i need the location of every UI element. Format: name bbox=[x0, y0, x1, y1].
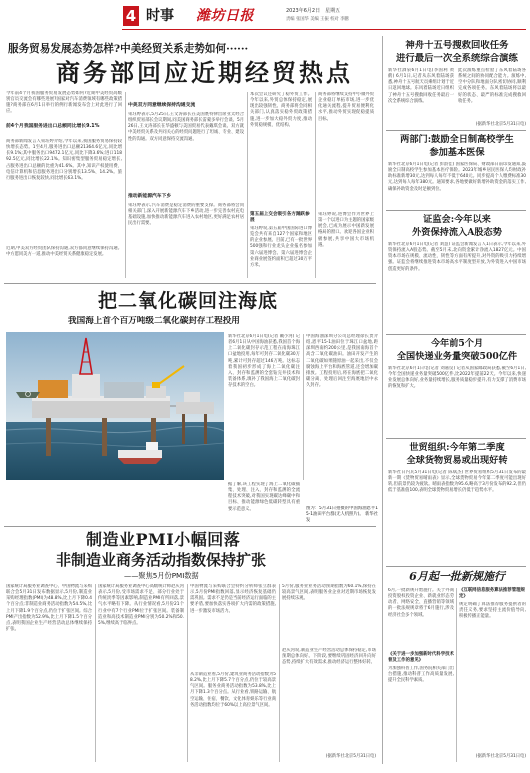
lead-headline: 商务部回应近期经贸热点 bbox=[56, 58, 353, 87]
lead-p3: 束珏婷表示,5月25日,王文涛部长在美国底特律出席亚太经合组织贸易部长会议期间,同美国商务部长雷蒙多举行会谈。5月26日,王文涛部长在华盛顿与美国贸易代表戴琪会谈。双方就中美经贸关系及共同关心的经贸问题进行了坦诚、专业、建设性的沟通。双方同意保持交流沟通。 bbox=[128, 112, 244, 142]
liangbu-headline-2: 参加基本医保 bbox=[429, 147, 485, 158]
rail-rule-4 bbox=[386, 438, 526, 439]
lead-col-rule-3 bbox=[315, 92, 316, 278]
liuyi-headline: 6月起一批新规施行 bbox=[409, 570, 505, 583]
liuyi-footer: (据新华社北京5月31日电) bbox=[475, 754, 526, 759]
right-rail-rule bbox=[382, 36, 383, 764]
lead-sub4: 第五届上交会吸引各方踊跃参展 bbox=[250, 212, 310, 224]
shisiwu-footer: (据新华社北京5月31日电) bbox=[475, 122, 526, 127]
shisiwu-headline-1: 神舟十五号搜救回收任务 bbox=[405, 40, 509, 51]
kuaidi-headline-2: 全国快递业务量突破500亿件 bbox=[396, 351, 518, 362]
co2-body2: 中国海油深圳分公司总经理徐长贵介绍,恩平15-1油田位于珠江口盆地,距深圳西南约200公里,是我国南海首个高含二氧化碳油田。油田开发产生的二氧化碳如果随原油一起采出,不仅会腐蚀海上平台和海底管道,还会增加碳排放。工程投用后,将在海底把二氧化碳分离、处理后回注至海底地层中永久封存。 bbox=[306, 334, 378, 389]
co2-headline: 把二氧化碳回注海底 bbox=[98, 290, 279, 312]
lead-bottom-rule bbox=[4, 283, 376, 284]
co2-body3: 据了解,该工程实现了海上二氧化碳捕集、处理、注入、封存和监测的全流程技术突破,对我国实现碳达峰碳中和目标、推动能源绿色低碳转型具有重要示范意义。 bbox=[228, 482, 300, 512]
lead-col-rule-1 bbox=[125, 92, 126, 278]
shimao-headline-1: 世贸组织:今年第二季度 bbox=[409, 442, 505, 453]
page-number: 4 bbox=[125, 7, 137, 25]
lead-p6: 商务部将继续支持中小微外贸企业稳订单拓市场,进一步优化通关流程,提升贸易便利化水平,推动外贸实现促稳提质目标。 bbox=[318, 92, 374, 122]
pmi-subhead: ——聚焦5月份PMI数据 bbox=[124, 571, 199, 580]
kuaidi-body: 新华社北京6月1日电(记者 刘嘉仪) 记者从国家邮政局获悉,截至6月1日,今年全国快递业务量突破500亿件,比2022年提前22天。今年以来,快递业发展总体向好,业务量持续增长,服务质量稳步提升,有力支撑了消费市场的恢复和扩大。 bbox=[388, 366, 526, 390]
lead-col-rule-2 bbox=[247, 92, 248, 278]
lead-sub2: 中美双方同意继续保持沟通交流 bbox=[128, 103, 196, 108]
lead-p4: 束珏婷表示,汽车消费是稳定消费的重要支撑。商务部将会同相关部门,深入开展新能源汽车下乡活动,进一步完善农村充电基础设施,加快推动新能源汽车进入农村地区,更好满足农村居民出行需要。 bbox=[128, 203, 244, 227]
editor-credits: 责编 张国华 美编 王振 校对 李鹏 bbox=[286, 17, 349, 22]
rail-rule-1 bbox=[386, 130, 526, 131]
shimao-body: 新华社日内瓦5月31日电(记者 陈斌杰) 世界贸易组织5月31日发布的最新一期《货物贸易晴雨表》显示,全球货物贸易今年第二季度可能出现好转,但前景仍较为疲软。晴雨表指数为95.6,略高于3月份发布的92.2,但仍低于基准值100,表明全球货物贸易增长仍低于趋势水平。 bbox=[388, 470, 526, 494]
kuaidi-headline-1: 今年前5个月 bbox=[430, 338, 484, 349]
lead-p5: 本次会议还研究了稳外贸工作。今年以来,外贸总体保持稳定,展现出较强韧性。商务部将会同相关部门,认真落实稳外贸政策措施,进一步加大稳外贸力度,推动外贸稳规模、优结构。 bbox=[250, 92, 312, 128]
pmi-headline-1: 制造业PMI小幅回落 bbox=[86, 530, 241, 549]
offshore-platform-illustration bbox=[6, 332, 224, 480]
pmi-body2: 国家统计局服务业调查中心高级统计师赵庆河表示,5月份,受市场需求不足、部分行业处于传统淡季等因素影响,制造业PMI有所回落,景气水平略有下降。从行业情况看,5月份21个行业中有7个行业PMI位于扩张区间。装备制造业和高技术制造业PMI分别为50.2%和50.5%,继续高于临界点。 bbox=[98, 584, 184, 626]
co2-bottom-rule bbox=[4, 526, 376, 527]
pmi-body6: 赵庆河说,制造业生产经营活动总体保持稳定,市场预期总体向好。下阶段,要继续巩固经济回升向好态势,持续扩大有效需求,推动经济运行整体好转。 bbox=[282, 648, 376, 666]
pmi-col-rule-3 bbox=[279, 584, 280, 762]
zhengjianhui-headline-2: 外资保持流入A股态势 bbox=[412, 227, 502, 238]
shisiwu-body1: 新华社酒泉6月1日电(李国利 黄鹤) 6月1日,记者从东风着陆场获悉,神舟十五号航天员乘组计划于近日返回地球。东风着陆场近日组织了神舟十五号搜救回收任务最后一次全系统综合演练。 bbox=[388, 68, 454, 104]
liuyi-body1: 6月,一批新规开始施行。关于外商投资股权投资企业、新就业形态劳动者、网络安全、直播营销等领域的一批法规规章将于6月施行,涉及经济社会多个领域。 bbox=[388, 588, 454, 618]
masthead bbox=[0, 0, 530, 36]
pmi-body1: 国家统计局服务业调查中心、中国物流与采购联合会5月31日发布数据显示,5月份,制造业采购经理指数(PMI)为48.8%,比上月下降0.4个百分点;非制造业商务活动指数为54.5%,比上月下降1.9个百分点,仍位于扩张区间。综合PMI产出指数为52.9%,比上月下降1.5个百分点,表明我国企业生产经营活动总体继续保持扩张。 bbox=[6, 584, 92, 633]
liuyi-col-rule bbox=[456, 588, 457, 762]
liuyi-body3: 规定明确了算法推荐服务提供者的责任义务,要求坚持主流价值导向,积极传播正能量。 bbox=[459, 602, 526, 620]
pmi-body3: 中国物流与采购联合会特约分析师张立群表示,5月份PMI指数回落,显示经济恢复基础仍需巩固。需求不足仍是当前经济运行面临的主要矛盾,要加快落实各项扩大内需的政策措施,进一步激发市场活力。 bbox=[190, 584, 276, 614]
zhengjianhui-body: 新华社北京6月1日电(记者 刘慧) 证监会新闻发言人1日表示,今年以来,外资保持流入A股态势。截至5月末,北向资金累计净流入1827亿元。中国资本市场在规模、流动性、韧性等方面有所提升,对外资的吸引力持续增强。证监会将继续推进资本市场高水平制度型开放,为外资进入中国市场创造更好的条件。 bbox=[388, 242, 526, 272]
lead-p8: 束珏婷说,进博会作为世界上第一个以进口为主题的国家级展会,已成为展示中国新发展格局的窗口。欢迎各国企业积极参展,共享中国大市场机遇。 bbox=[318, 212, 374, 248]
lead-sub3: 推动新能源汽车下乡 bbox=[128, 194, 172, 199]
lead-kicker: 服务贸易发展态势怎样?中美经贸关系走势如何······ bbox=[8, 43, 249, 55]
liangbu-headline-1: 两部门:鼓励全日制高校学生 bbox=[400, 134, 514, 145]
zhengjianhui-headline-1: 证监会:今年以来 bbox=[423, 214, 491, 225]
pmi-body5: 5月份,服务业业务活动预期指数为60.1%,保持在较高景气区间,表明服务业企业对近期市场恢复发展持续乐观。 bbox=[282, 584, 376, 602]
lead-p2: 近期,中美双方经贸团队保持沟通,双方都同意继续保持沟通。中方愿同美方一道,推动中美经贸关系健康稳定发展。 bbox=[6, 246, 122, 258]
co2-photo-caption: 图为：5月31日拍摄的中国海油恩平15-1油田平台群(无人机照片)。 新华社发 bbox=[306, 506, 378, 524]
lead-p1: 商务部新闻发言人束珏婷介绍,今年以来,我国服务贸易保持较快增长态势。1至4月,服务进出口总额21364.6亿元,同比增长9.1%;其中服务出口9472.1亿元,同比下降3.6%;进口11892.5亿元,同比增长22.1%。知识密集型服务贸易稳定增长,占服务进出口总额的比重为41.6%。其中,知识产权使用费、电信计算机和信息服务进出口分别增长13.5%、14.2%。旅行服务进出口恢复较快,同比增长63.1%。 bbox=[6, 139, 122, 181]
liuyi-sub2: 《互联网信息服务算法推荐管理规定》 bbox=[459, 588, 525, 600]
pmi-headline-2: 非制造业商务活动指数保持扩张 bbox=[56, 551, 267, 569]
section-name: 时事 bbox=[146, 8, 174, 24]
shisiwu-body2: 此次演练重点检验了东风着陆场各系统之间的协同配合能力。演练中,空中分队和地面分队密切协同,顺利完成各项任务。东风着陆场将以最好的状态、最严的标准完成搜救回收任务。 bbox=[458, 68, 526, 104]
co2-col-rule bbox=[303, 334, 304, 480]
paper-name: 潍坊日报 bbox=[196, 8, 254, 24]
pmi-footer: (据新华社北京5月31日电) bbox=[325, 754, 376, 759]
co2-body1: 新华社北京6月1日电(记者 戴小河) 记者6月1日从中国海油获悉,我国首个海上二氧化碳封存示范工程在南海珠江口盆地投用,每年可封存二氧化碳30万吨,累计可封存超过146万吨。这标志着我国初步形成了海上二氧化碳注入、封存和监测的全套钻完井技术和装备体系,填补了我国海上二氧化碳封存技术的空白。 bbox=[228, 334, 300, 389]
shisiwu-headline-2: 进行最后一次全系统综合演练 bbox=[396, 53, 518, 64]
masthead-rule bbox=[122, 29, 526, 30]
pmi-col-rule-1 bbox=[95, 584, 96, 762]
shimao-headline-2: 全球货物贸易或出现好转 bbox=[406, 455, 508, 466]
rail-rule-3 bbox=[386, 334, 526, 335]
offshore-platform-photo bbox=[6, 332, 224, 480]
lead-p7: 束珏婷说,第五届中国国际进口博览会共有来自127个国家和地区的企业参展。目前,已有一批世界500强和行业龙头企业报名参加第六届进博会。第六届进博会企业商业展签约面积已超过30万平方米。 bbox=[250, 226, 312, 268]
lead-sub1: 前4个月我国服务进出口总额同比增长9.1% bbox=[6, 124, 100, 129]
lead-intro: 今年前4个月我国服务贸易发展态势如何?近期中美经贸高级别官员交流会有哪些进展?国家对汽车消费领域有哪些政策措施?商务部在6月1日举行的例行新闻发布会上对此进行了回应。 bbox=[6, 91, 122, 115]
co2-subhead: 我国海上首个百万吨级二氧化碳封存工程投用 bbox=[68, 316, 240, 326]
rail-rule-5 bbox=[386, 566, 526, 567]
issue-date: 2023年6月2日 星期五 bbox=[286, 8, 341, 14]
liangbu-body: 新华社北京6月1日电(记者 彭韵佳) 国家医保局、财政部日前印发通知,鼓励全日制高校学生参加基本医疗保险。2023年城乡居民医保人均财政补助标准新增30元,达到每人每年不低于640元。同步提高个人缴费标准30元,达到每人每年380元。通知要求,各地要做好新增补助资金的落实工作,确保补助资金及时足额到位。 bbox=[388, 162, 526, 192]
rail-rule-2 bbox=[386, 210, 526, 211]
pmi-col-rule-2 bbox=[187, 584, 188, 762]
pmi-body4: 从非制造业看,5月份,建筑业商务活动指数为58.2%,比上月下降5.7个百分点,仍位于较高景气区间。服务业商务活动指数为53.8%,比上月下降1.3个百分点。从行业看,铁路运输、航空运输、住宿、餐饮、文化体育娱乐等行业商务活动指数均位于60%以上高位景气区间。 bbox=[190, 672, 276, 708]
liuyi-sub1: 《关于进一步加强新时代科学技术普及工作的意见》 bbox=[388, 652, 454, 664]
liuyi-body2: 为加强科普工作,国务院相关部门出台措施,推动科普工作高质量发展,提升全民科学素质。 bbox=[388, 666, 454, 684]
